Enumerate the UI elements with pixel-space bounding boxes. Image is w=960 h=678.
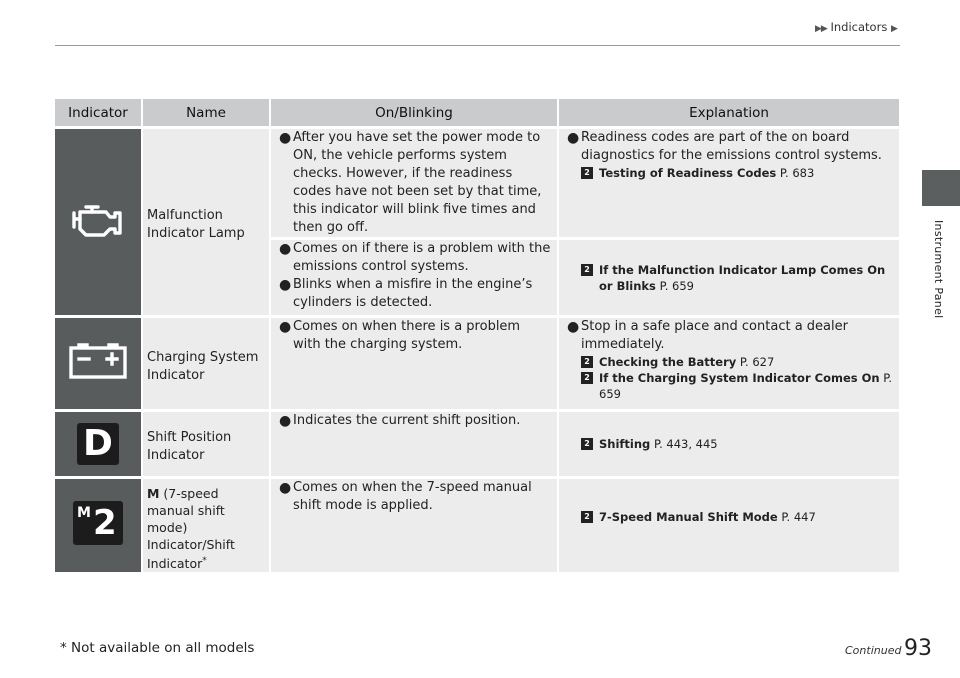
name-line: Shift Position — [147, 430, 232, 445]
cross-reference-link[interactable]: 2 Checking the Battery P. 627 — [559, 354, 899, 370]
double-arrow-icon: ▶▶ — [815, 24, 827, 34]
indicator-cell — [55, 412, 143, 476]
column-header-explanation: Explanation — [559, 99, 899, 126]
indicator-name — [143, 479, 271, 572]
section-tab[interactable] — [922, 170, 960, 206]
cross-reference-link[interactable]: 2 If the Malfunction Indicator Lamp Comes On or Blinks P. 659 — [559, 262, 899, 294]
explanation-cell — [559, 240, 899, 315]
gear-number: 2 — [93, 502, 117, 543]
m2-icon — [73, 501, 123, 545]
indicator-cell — [55, 129, 143, 315]
name-line: manual shift mode) — [147, 503, 225, 535]
continued-label: Continued — [845, 644, 902, 657]
reference-arrow-icon: 2 — [581, 511, 593, 523]
bullet-item: ● Comes on when the 7-speed manual shift mode is applied. — [279, 480, 532, 513]
reference-arrow-icon: 2 — [581, 438, 593, 450]
on-blinking-cell — [271, 412, 559, 476]
bullet-item: ● Comes on if there is a problem with the emissions control systems. — [279, 241, 551, 274]
battery-icon — [66, 339, 130, 383]
column-header-indicator: Indicator — [55, 99, 143, 126]
indicator-name — [143, 412, 271, 476]
reference-arrow-icon: 2 — [581, 372, 593, 384]
cross-reference-link[interactable]: 2 7-Speed Manual Shift Mode P. 447 — [559, 509, 899, 525]
name-line: Indicator — [147, 367, 205, 383]
cross-reference-link[interactable]: 2 Shifting P. 443, 445 — [559, 436, 899, 452]
on-blinking-cell — [271, 479, 559, 572]
bullet-item: ● Blinks when a misfire in the engine’s cylinders is detected. — [279, 277, 533, 310]
explanation-cell — [559, 479, 899, 572]
footnote-marker: * — [202, 556, 207, 566]
section-sidebar — [922, 170, 960, 670]
name-line: Indicator* — [147, 556, 207, 572]
name-line: Charging System — [147, 349, 259, 365]
explanation-cell — [559, 129, 899, 237]
column-header-on-blinking: On/Blinking — [271, 99, 559, 126]
section-tab-label: Instrument Panel — [932, 220, 945, 319]
explanation-cell — [559, 412, 899, 476]
explanation-cell — [559, 318, 899, 409]
check-engine-icon — [66, 197, 130, 241]
column-header-name: Name — [143, 99, 271, 126]
bullet-item: ● Stop in a safe place and contact a dealer immediately. — [567, 319, 848, 352]
bullet-item: ● Indicates the current shift position. — [279, 413, 521, 429]
name-line: Indicator Lamp — [147, 226, 245, 241]
page-number: 93 — [904, 636, 932, 661]
indicator-table — [55, 96, 899, 575]
table-row — [55, 479, 899, 572]
reference-arrow-icon: 2 — [581, 356, 593, 368]
cross-reference-link[interactable]: 2 If the Charging System Indicator Comes On P. 659 — [559, 370, 899, 402]
name-line: Indicator — [147, 448, 205, 463]
shift-d-icon: D — [77, 423, 119, 465]
indicator-cell — [55, 479, 143, 572]
on-blinking-cell — [271, 240, 559, 315]
m-letter: M — [77, 504, 91, 521]
cross-reference-link[interactable]: 2 Testing of Readiness Codes P. 683 — [559, 165, 899, 181]
arrow-icon: ▶ — [890, 24, 897, 34]
name-line: Indicator/Shift — [147, 537, 235, 552]
name-line: Malfunction — [147, 208, 223, 223]
reference-arrow-icon: 2 — [581, 264, 593, 276]
bullet-item: ● Comes on when there is a problem with the charging system. — [279, 319, 521, 352]
breadcrumb — [815, 20, 897, 34]
header-divider — [55, 45, 900, 46]
bullet-item: ● Readiness codes are part of the on board diagnostics for the emissions control systems. — [567, 130, 882, 163]
indicator-name — [143, 318, 271, 409]
reference-arrow-icon: 2 — [581, 167, 593, 179]
table-row — [55, 318, 899, 409]
breadcrumb-section[interactable]: Indicators — [830, 20, 888, 34]
table-row — [55, 412, 899, 476]
on-blinking-cell — [271, 318, 559, 409]
page-header — [0, 14, 960, 46]
footnote: * Not available on all models — [60, 640, 255, 656]
indicator-cell — [55, 318, 143, 409]
table-row — [55, 129, 899, 237]
table-header-row — [55, 99, 899, 126]
indicator-name — [143, 129, 271, 315]
name-line: M (7-speed — [147, 486, 219, 501]
bullet-item: ● After you have set the power mode to ON, the vehicle performs system checks. However, if the readiness codes have not been set by that time, this indicator will blink five times and then go off. — [279, 130, 542, 235]
on-blinking-cell — [271, 129, 559, 237]
